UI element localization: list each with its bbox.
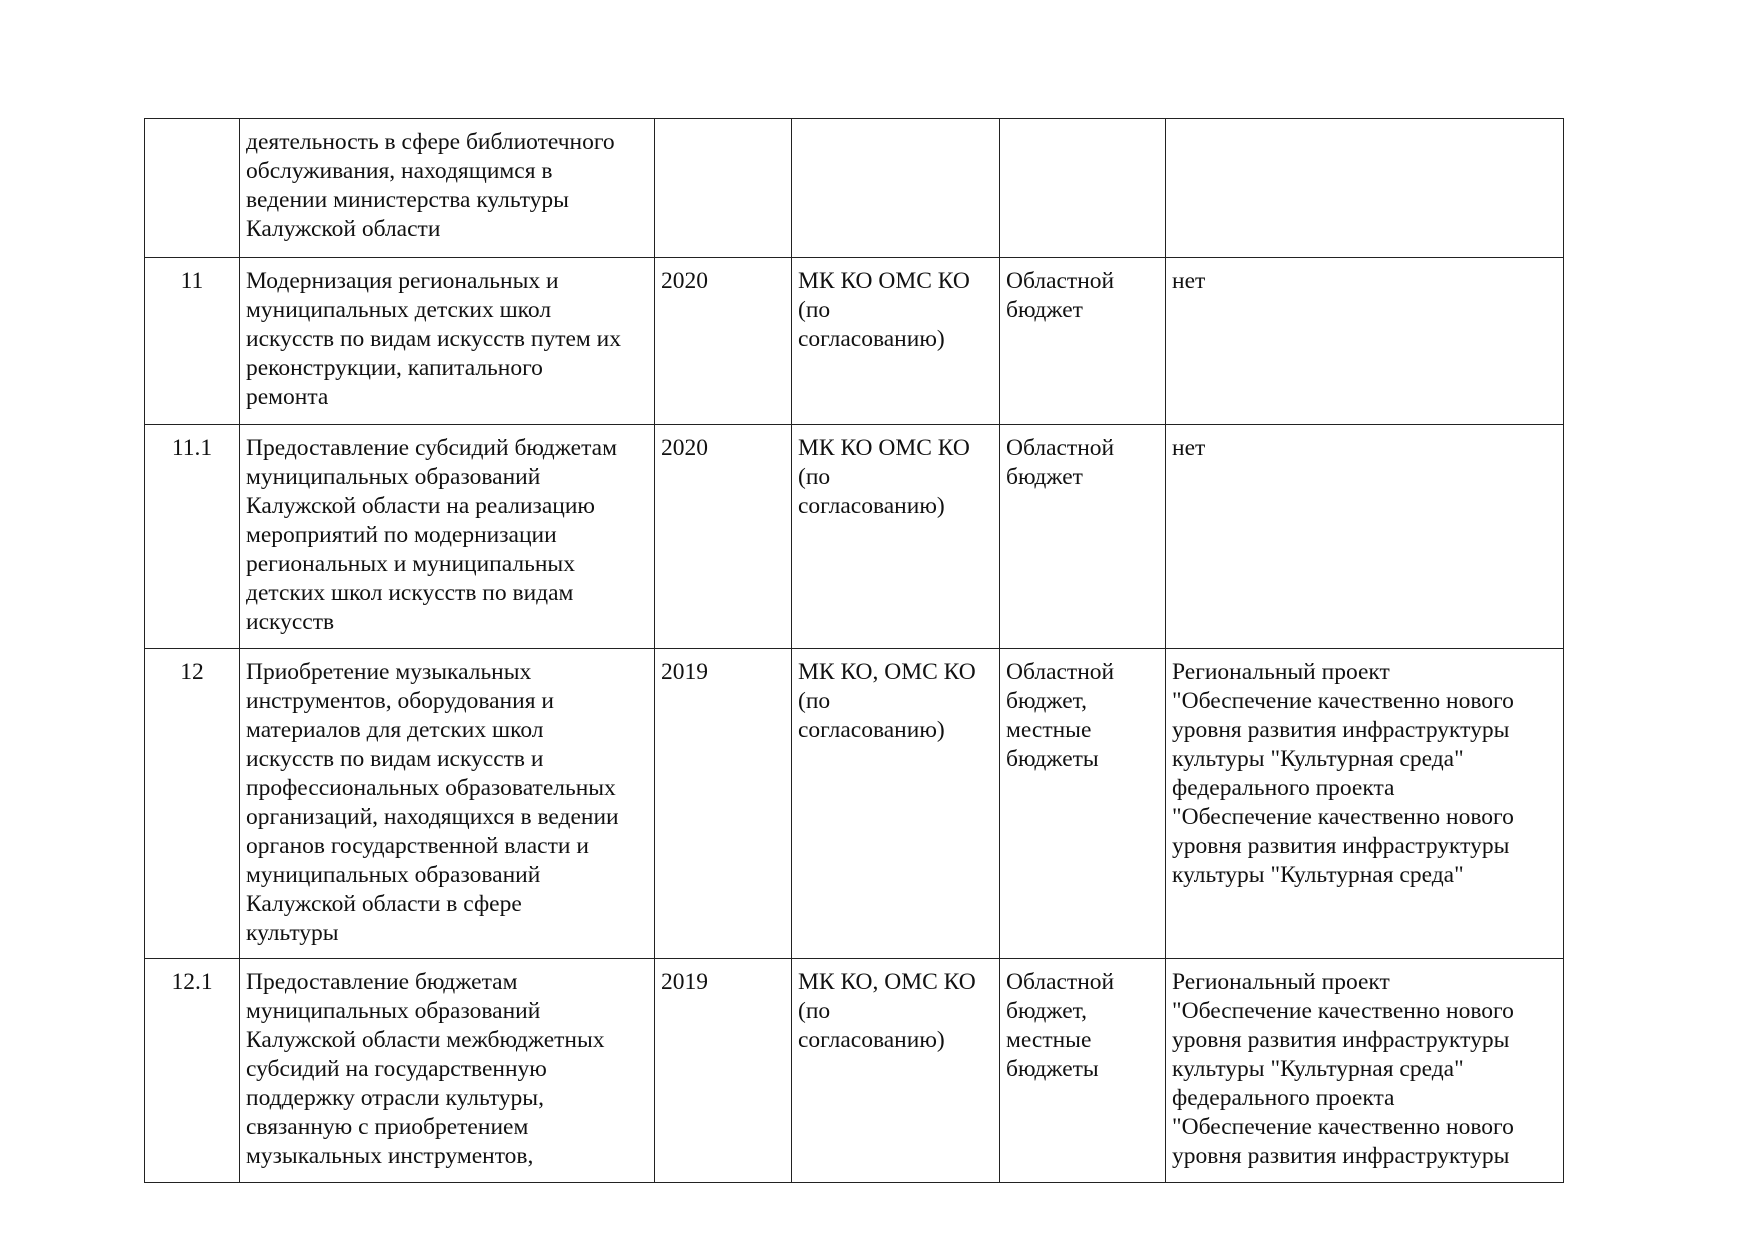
measure-name-line: Калужской области на реализацию xyxy=(246,493,595,519)
measure-name-line: муниципальных образований xyxy=(246,998,541,1024)
measure-name-line: Калужской области в сфере xyxy=(246,891,522,917)
note-line: нет xyxy=(1172,268,1206,294)
measure-name-line: обслуживания, находящимся в xyxy=(246,158,553,184)
executor-line: (по xyxy=(798,297,831,323)
note-line: культуры "Культурная среда" xyxy=(1172,1056,1464,1082)
measure-name-line: Калужской области межбюджетных xyxy=(246,1027,605,1053)
measure-name-line: материалов для детских школ xyxy=(246,717,544,743)
measure-note xyxy=(1166,425,1564,649)
note-line: уровня развития инфраструктуры xyxy=(1172,1143,1510,1169)
measure-name-line: культуры xyxy=(246,920,339,946)
measure-year: 2019 xyxy=(655,959,792,1183)
row-number: 12.1 xyxy=(145,959,240,1183)
note-line: "Обеспечение качественно нового xyxy=(1172,1114,1514,1140)
measure-name-line: Модернизация региональных и xyxy=(246,268,559,294)
measure-name-line: Предоставление субсидий бюджетам xyxy=(246,435,617,461)
note-line: федерального проекта xyxy=(1172,775,1395,801)
funding-line: Областной xyxy=(1006,268,1115,294)
measure-name-line: мероприятий по модернизации xyxy=(246,522,557,548)
funding-line: бюджеты xyxy=(1006,746,1099,772)
measure-note xyxy=(1166,119,1564,258)
note-line: "Обеспечение качественно нового xyxy=(1172,688,1514,714)
measure-name-line: искусств по видам искусств путем их xyxy=(246,326,621,352)
measure-name-line: субсидий на государственную xyxy=(246,1056,547,1082)
measure-name-line: поддержку отрасли культуры, xyxy=(246,1085,544,1111)
measure-name xyxy=(240,959,655,1183)
measure-name-line: искусств по видам искусств и xyxy=(246,746,544,772)
funding-line: бюджет, xyxy=(1006,998,1088,1024)
measure-note xyxy=(1166,649,1564,959)
executor-line: МК КО ОМС КО xyxy=(798,268,970,294)
executor-line: МК КО, ОМС КО xyxy=(798,659,976,685)
note-line: Региональный проект xyxy=(1172,659,1390,685)
executor-line: согласованию) xyxy=(798,717,945,743)
note-line: культуры "Культурная среда" xyxy=(1172,746,1464,772)
measure-name xyxy=(240,258,655,425)
table-row xyxy=(145,119,1564,258)
table-row xyxy=(145,959,1564,1183)
funding-line: Областной xyxy=(1006,659,1115,685)
row-number: 11.1 xyxy=(145,425,240,649)
measure-executor xyxy=(792,258,1000,425)
note-line: уровня развития инфраструктуры xyxy=(1172,833,1510,859)
executor-line: (по xyxy=(798,998,831,1024)
funding-line: бюджет xyxy=(1006,464,1083,490)
note-line: уровня развития инфраструктуры xyxy=(1172,717,1510,743)
measure-name-line: организаций, находящихся в ведении xyxy=(246,804,619,830)
funding-line: местные xyxy=(1006,717,1092,743)
note-line: Региональный проект xyxy=(1172,969,1390,995)
measure-name-line: искусств xyxy=(246,609,335,635)
measure-name-line: ведении министерства культуры xyxy=(246,187,569,213)
measure-executor xyxy=(792,649,1000,959)
measure-name-line: связанную с приобретением xyxy=(246,1114,529,1140)
measure-executor xyxy=(792,425,1000,649)
executor-line: (по xyxy=(798,688,831,714)
note-line: культуры "Культурная среда" xyxy=(1172,862,1464,888)
table-row xyxy=(145,649,1564,959)
measure-name-line: детских школ искусств по видам xyxy=(246,580,574,606)
executor-line: МК КО, ОМС КО xyxy=(798,969,976,995)
measure-name-line: органов государственной власти и xyxy=(246,833,589,859)
measure-name-line: муниципальных образований xyxy=(246,464,541,490)
measure-name-line: инструментов, оборудования и xyxy=(246,688,554,714)
measure-name xyxy=(240,425,655,649)
row-number xyxy=(145,119,240,258)
funding-line: Областной xyxy=(1006,969,1115,995)
note-line: "Обеспечение качественно нового xyxy=(1172,804,1514,830)
measure-funding xyxy=(1000,959,1166,1183)
funding-line: бюджеты xyxy=(1006,1056,1099,1082)
row-number: 11 xyxy=(145,258,240,425)
funding-line: местные xyxy=(1006,1027,1092,1053)
measure-name-line: Калужской области xyxy=(246,216,441,242)
measure-year: 2019 xyxy=(655,649,792,959)
measure-name-line: Предоставление бюджетам xyxy=(246,969,518,995)
measure-note xyxy=(1166,959,1564,1183)
table-row xyxy=(145,425,1564,649)
executor-line: МК КО ОМС КО xyxy=(798,435,970,461)
measure-name-line: региональных и муниципальных xyxy=(246,551,575,577)
measure-name-line: музыкальных инструментов, xyxy=(246,1143,534,1169)
measure-executor xyxy=(792,119,1000,258)
funding-line: бюджет, xyxy=(1006,688,1088,714)
measure-year: 2020 xyxy=(655,425,792,649)
executor-line: (по xyxy=(798,464,831,490)
measure-name xyxy=(240,119,655,258)
executor-line: согласованию) xyxy=(798,493,945,519)
measure-name-line: профессиональных образовательных xyxy=(246,775,616,801)
row-number: 12 xyxy=(145,649,240,959)
executor-line: согласованию) xyxy=(798,326,945,352)
measure-executor xyxy=(792,959,1000,1183)
measure-name-line: деятельность в сфере библиотечного xyxy=(246,129,615,155)
measure-funding xyxy=(1000,649,1166,959)
funding-line: бюджет xyxy=(1006,297,1083,323)
measure-name-line: муниципальных детских школ xyxy=(246,297,552,323)
note-line: федерального проекта xyxy=(1172,1085,1395,1111)
measures-table xyxy=(144,118,1564,1183)
measure-name-line: Приобретение музыкальных xyxy=(246,659,532,685)
note-line: нет xyxy=(1172,435,1206,461)
measure-note xyxy=(1166,258,1564,425)
measure-name-line: реконструкции, капитального xyxy=(246,355,543,381)
measure-name-line: муниципальных образований xyxy=(246,862,541,888)
table-row xyxy=(145,258,1564,425)
measure-funding xyxy=(1000,258,1166,425)
measure-year: 2020 xyxy=(655,258,792,425)
measure-year xyxy=(655,119,792,258)
measure-name-line: ремонта xyxy=(246,384,329,410)
funding-line: Областной xyxy=(1006,435,1115,461)
note-line: уровня развития инфраструктуры xyxy=(1172,1027,1510,1053)
measure-funding xyxy=(1000,425,1166,649)
measure-name xyxy=(240,649,655,959)
measure-funding xyxy=(1000,119,1166,258)
note-line: "Обеспечение качественно нового xyxy=(1172,998,1514,1024)
executor-line: согласованию) xyxy=(798,1027,945,1053)
